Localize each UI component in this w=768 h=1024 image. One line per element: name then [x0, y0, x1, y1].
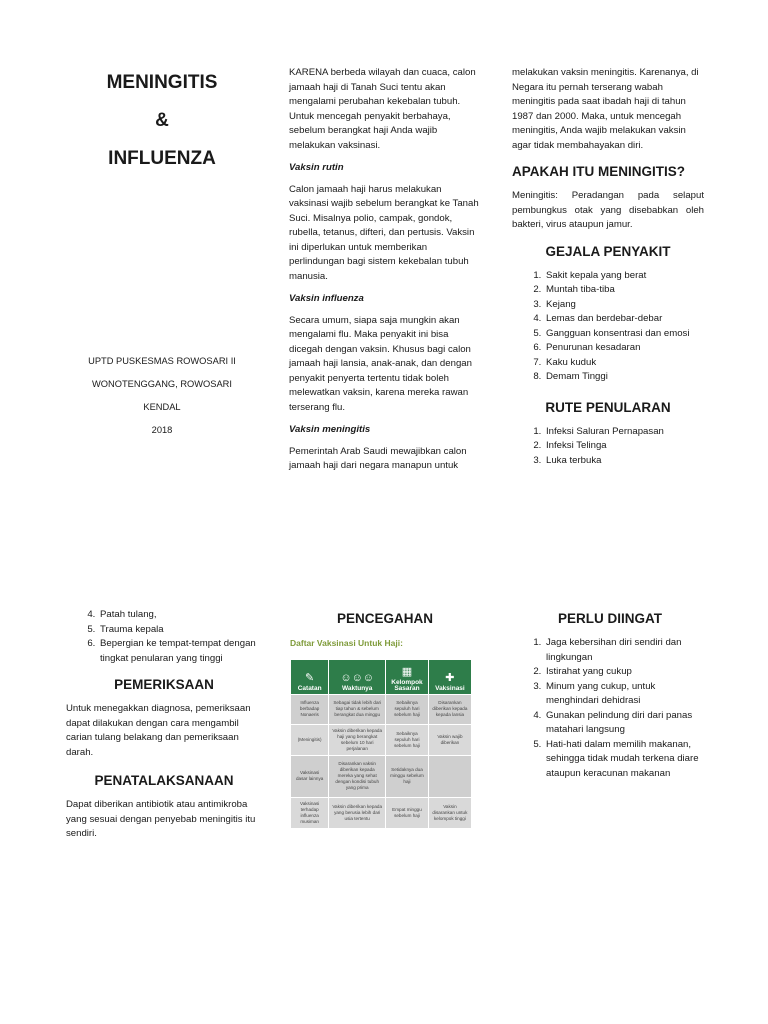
- vaksin-rutin-text: Calon jamaah haji harus melakukan vaksinasi wajib sebelum berangkat ke Tanah Suci. Misalnya polio, campak, gondok, rubella, tetanus, difteri, dan pertusis. Vaksin ini diperlukan untuk memberikan perlindungan bagi sistem kekebalan tubuh manusia.: [289, 183, 479, 282]
- list-item: 1. Jaga kebersihan diri sendiri dan lingkungan: [544, 636, 708, 665]
- table-cell: Sebagai tidak lebih dari tiap tahun & sebelum berangkat dua minggu: [329, 694, 386, 724]
- vaccination-table: [290, 659, 472, 829]
- list-item: 3. Kejang: [544, 298, 704, 313]
- people-icon: ☺☺☺: [340, 671, 375, 684]
- table-cell: Sebaiknya sepuluh hari sebelum haji: [386, 694, 429, 724]
- table-cell: Influenza berbadap Nonaeris: [291, 694, 329, 724]
- meningitis-panel: [512, 66, 704, 468]
- vaksin-influenza-text: Secara umum, siapa saja mungkin akan mengalami flu. Maka penyakit ini bisa dicegah dengan vaksin. Khusus bagi calon jamaah haji lansia, anak-anak, dan dengan penyakit penyerta tertentu tidak boleh melewatkan vaksin, karena mereka rawan terserang flu.: [289, 314, 472, 413]
- vaksin-rutin-heading: Vaksin rutin: [289, 162, 344, 173]
- org-region: KENDAL: [143, 402, 181, 412]
- cover-title-line3: INFLUENZA: [108, 148, 216, 169]
- calendar-icon: ▦: [401, 665, 413, 678]
- penatalaksanaan-heading: PENATALAKSANAAN: [94, 773, 234, 788]
- diagnosis-panel: [66, 608, 262, 850]
- rute-heading: RUTE PENULARAN: [545, 399, 671, 415]
- year: 2018: [151, 425, 173, 435]
- org-name: UPTD PUSKESMAS ROWOSARI II: [88, 356, 236, 366]
- pencegahan-heading: PENCEGAHAN: [336, 611, 433, 626]
- cover-title-line1: MENINGITIS: [106, 72, 218, 93]
- list-item: 7. Kaku kuduk: [544, 356, 704, 371]
- table-cell: Vaksin diberikan kepada yang berusia lebih dari usia tertentu: [329, 797, 386, 828]
- table-header: ☺☺☺ Waktunya: [329, 659, 386, 694]
- table-cell: Setidaknya dua minggu sebelum haji: [386, 755, 429, 797]
- cover-panel: [62, 64, 262, 442]
- vaksin-influenza-heading: Vaksin influenza: [289, 293, 364, 304]
- apakah-heading: APAKAH ITU MENINGITIS?: [512, 164, 685, 179]
- table-header: ✎ Catatan: [291, 659, 329, 694]
- list-item: 5. Trauma kepala: [98, 623, 262, 638]
- list-item: 5. Hati-hati dalam memilih makanan, sehingga tidak mudah terkena diare ataupun keracunan makanan: [544, 738, 708, 782]
- perlu-diingat-heading: PERLU DIINGAT: [558, 611, 662, 626]
- gejala-heading: GEJALA PENYAKIT: [545, 243, 671, 259]
- table-cell: [428, 755, 471, 797]
- table-cell: Vaksin disarankan untuk kelompok tinggi: [428, 797, 471, 828]
- list-item: 1. Sakit kepala yang berat: [544, 269, 704, 284]
- table-header: ✚ Vaksinasi: [428, 659, 471, 694]
- list-item: 1. Infeksi Saluran Pernapasan: [544, 425, 704, 440]
- pemeriksaan-heading: PEMERIKSAAN: [114, 677, 214, 692]
- reminder-list: [512, 636, 708, 781]
- vaccine-icon: ✚: [445, 671, 455, 684]
- vaksin-meningitis-text: Pemerintah Arab Saudi mewajibkan calon jamaah haji dari negara manapun untuk: [289, 445, 467, 471]
- table-cell: Empat minggu sebelum haji: [386, 797, 429, 828]
- table-cell: (Meningitis): [291, 724, 329, 755]
- table-cell: Sebaiknya sepuluh hari sebelum haji: [386, 724, 429, 755]
- table-header: ▦ Kelompok Sasaran: [386, 659, 429, 694]
- list-item: 3. Luka terbuka: [544, 454, 704, 469]
- list-item: 2. Istirahat yang cukup: [544, 665, 708, 680]
- apakah-text: Meningitis: Peradangan pada selaput pembungkus otak yang disebabkan oleh bakteri, virus ataupun jamur.: [512, 190, 704, 230]
- intro-panel: [289, 66, 481, 482]
- org-address: WONOTENGGANG, ROWOSARI: [92, 379, 232, 389]
- table-cell: Vaksinasi dasar lainnya: [291, 755, 329, 797]
- list-item: 2. Infeksi Telinga: [544, 439, 704, 454]
- list-item: 4. Lemas dan berdebar-debar: [544, 312, 704, 327]
- syringe-icon: ✎: [305, 671, 315, 684]
- cover-title-line2: &: [155, 110, 169, 131]
- table-header-row: [291, 659, 472, 694]
- prevention-panel: [290, 610, 480, 829]
- table-cell: Disarankan vaksin diberikan kepada mereka yang sehat dengan kondisi tubuh yang prima: [329, 755, 386, 797]
- list-item: 2. Muntah tiba-tiba: [544, 283, 704, 298]
- intro-text: KARENA berbeda wilayah dan cuaca, calon jamaah haji di Tanah Suci tentu akan mengalami perubahan kekebalan tubuh. Untuk mencegah penyakit berbahaya, sebelum berangkat haji Anda wajib melakukan vaksinasi.: [289, 67, 476, 151]
- table-cell: Vaksinasi terhadap influenza musiman: [291, 797, 329, 828]
- vaccination-table-title: Daftar Vaksinasi Untuk Haji:: [290, 638, 403, 648]
- table-row: [291, 797, 472, 828]
- list-item: 8. Demam Tinggi: [544, 370, 704, 385]
- list-item: 3. Minum yang cukup, untuk menghindari dehidrasi: [544, 680, 708, 709]
- pemeriksaan-text: Untuk menegakkan diagnosa, pemeriksaan dapat dilakukan dengan cara mengambil carian tulang belakang dan pemeriksaan darah.: [66, 703, 251, 758]
- list-item: 5. Gangguan konsentrasi dan emosi: [544, 327, 704, 342]
- gejala-list: [512, 269, 704, 385]
- vaksin-meningitis-heading: Vaksin meningitis: [289, 424, 371, 435]
- list-item: 6. Penurunan kesadaran: [544, 341, 704, 356]
- table-cell: Vaksin wajib diberikan: [428, 724, 471, 755]
- list-item: 4. Gunakan pelindung diri dari panas matahari langsung: [544, 709, 708, 738]
- list-item: 4. Patah tulang,: [98, 608, 262, 623]
- table-row: [291, 755, 472, 797]
- list-item: 6. Bepergian ke tempat-tempat dengan tingkat penularan yang tinggi: [98, 637, 262, 666]
- table-cell: Disarankan diberikan kepada kepada lansia: [428, 694, 471, 724]
- rute-list: [512, 425, 704, 469]
- table-cell: Vaksin diberikan kepada haji yang berangkat sebelum 10 hari perjalanan: [329, 724, 386, 755]
- continuation-text: melakukan vaksin meningitis. Karenanya, di Negara itu pernah terserang wabah meningitis pada saat ibadah haji di tahun 1987 dan 2000. Maka, untuk mencegah meningitis, Anda wajib melakukan vaksin agar tidak membahayakan diri.: [512, 67, 699, 151]
- penatalaksanaan-text: Dapat diberikan antibiotik atau antimikroba yang sesuai dengan penyebab meningitis itu sendiri.: [66, 799, 256, 839]
- rute-list-continued: [66, 608, 262, 666]
- table-row: [291, 694, 472, 724]
- reminder-panel: [512, 610, 708, 781]
- table-row: [291, 724, 472, 755]
